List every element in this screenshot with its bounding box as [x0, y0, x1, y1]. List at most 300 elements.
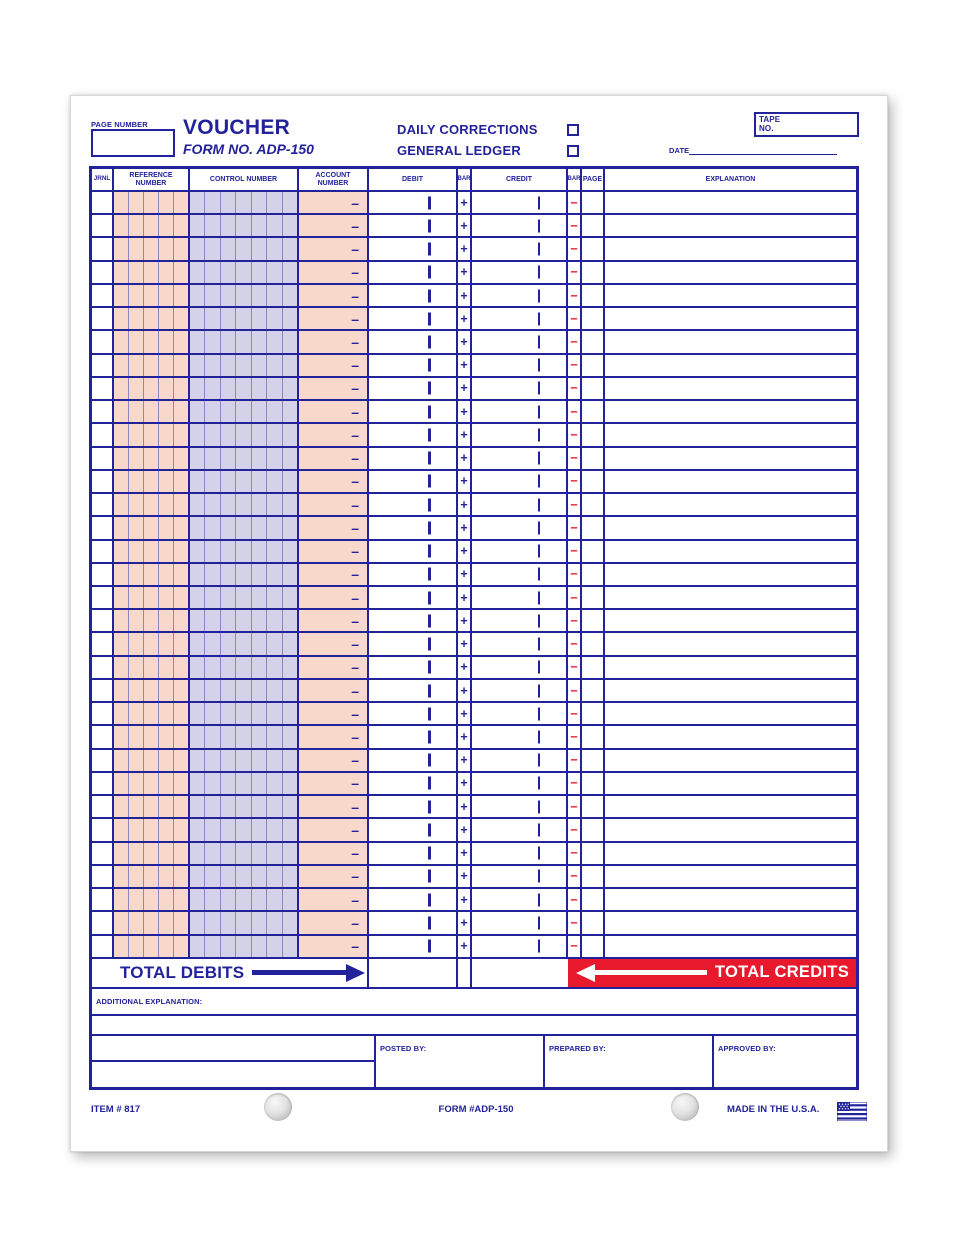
reference-digit-cell[interactable]	[114, 750, 129, 771]
control-digit-cell[interactable]	[221, 657, 236, 678]
debit-cell[interactable]	[369, 471, 458, 492]
control-digit-cell[interactable]	[205, 843, 220, 864]
reference-digit-cell[interactable]	[129, 308, 144, 329]
control-digit-cell[interactable]	[221, 285, 236, 306]
reference-digit-cell[interactable]	[114, 564, 129, 585]
signature-left-lower-cell[interactable]	[92, 1062, 374, 1087]
control-digit-cell[interactable]	[283, 680, 297, 701]
reference-digit-cell[interactable]	[144, 424, 159, 445]
reference-digit-cell[interactable]	[114, 703, 129, 724]
control-digit-cell[interactable]	[252, 401, 267, 422]
reference-digit-cell[interactable]	[144, 587, 159, 608]
debit-cell[interactable]	[369, 633, 458, 654]
reference-digit-cell[interactable]	[159, 726, 174, 747]
reference-digit-cell[interactable]	[144, 773, 159, 794]
explanation-cell[interactable]	[605, 657, 856, 678]
page-cell[interactable]	[582, 401, 605, 422]
account-number-cell[interactable]: –	[299, 610, 369, 631]
jrnl-cell[interactable]	[92, 471, 114, 492]
debit-cell[interactable]	[369, 587, 458, 608]
control-digit-cell[interactable]	[205, 378, 220, 399]
control-digit-cell[interactable]	[190, 215, 205, 236]
reference-digit-cell[interactable]	[174, 494, 188, 515]
control-digit-cell[interactable]	[267, 843, 282, 864]
credit-cell[interactable]	[472, 773, 568, 794]
control-digit-cell[interactable]	[236, 564, 251, 585]
control-digit-cell[interactable]	[267, 680, 282, 701]
reference-digit-cell[interactable]	[174, 424, 188, 445]
control-digit-cell[interactable]	[205, 610, 220, 631]
reference-digit-cell[interactable]	[144, 866, 159, 887]
control-digit-cell[interactable]	[205, 424, 220, 445]
reference-digit-cell[interactable]	[174, 285, 188, 306]
control-digit-cell[interactable]	[283, 378, 297, 399]
reference-digit-cell[interactable]	[144, 331, 159, 352]
control-digit-cell[interactable]	[236, 285, 251, 306]
control-digit-cell[interactable]	[267, 355, 282, 376]
control-digit-cell[interactable]	[267, 610, 282, 631]
reference-digit-cell[interactable]	[129, 726, 144, 747]
page-cell[interactable]	[582, 796, 605, 817]
control-digit-cell[interactable]	[252, 262, 267, 283]
account-number-cell[interactable]: –	[299, 331, 369, 352]
control-digit-cell[interactable]	[190, 912, 205, 933]
reference-digit-cell[interactable]	[174, 215, 188, 236]
credit-cell[interactable]	[472, 517, 568, 538]
account-number-cell[interactable]: –	[299, 889, 369, 910]
control-digit-cell[interactable]	[252, 750, 267, 771]
credit-cell[interactable]	[472, 796, 568, 817]
reference-digit-cell[interactable]	[114, 471, 129, 492]
control-digit-cell[interactable]	[267, 866, 282, 887]
credit-cell[interactable]	[472, 912, 568, 933]
control-digit-cell[interactable]	[221, 750, 236, 771]
reference-digit-cell[interactable]	[129, 866, 144, 887]
jrnl-cell[interactable]	[92, 424, 114, 445]
reference-digit-cell[interactable]	[159, 750, 174, 771]
credit-cell[interactable]	[472, 215, 568, 236]
control-digit-cell[interactable]	[267, 285, 282, 306]
daily-corrections-checkbox[interactable]	[567, 124, 579, 136]
control-digit-cell[interactable]	[190, 703, 205, 724]
debit-cell[interactable]	[369, 750, 458, 771]
reference-digit-cell[interactable]	[144, 680, 159, 701]
control-digit-cell[interactable]	[267, 215, 282, 236]
explanation-cell[interactable]	[605, 378, 856, 399]
reference-digit-cell[interactable]	[159, 633, 174, 654]
control-digit-cell[interactable]	[221, 819, 236, 840]
credit-cell[interactable]	[472, 262, 568, 283]
reference-digit-cell[interactable]	[129, 517, 144, 538]
reference-digit-cell[interactable]	[174, 471, 188, 492]
jrnl-cell[interactable]	[92, 657, 114, 678]
control-digit-cell[interactable]	[283, 262, 297, 283]
jrnl-cell[interactable]	[92, 564, 114, 585]
control-digit-cell[interactable]	[267, 448, 282, 469]
page-cell[interactable]	[582, 819, 605, 840]
debit-cell[interactable]	[369, 610, 458, 631]
reference-digit-cell[interactable]	[159, 843, 174, 864]
control-digit-cell[interactable]	[205, 889, 220, 910]
control-digit-cell[interactable]	[267, 633, 282, 654]
jrnl-cell[interactable]	[92, 889, 114, 910]
debit-cell[interactable]	[369, 703, 458, 724]
jrnl-cell[interactable]	[92, 866, 114, 887]
credit-cell[interactable]	[472, 192, 568, 213]
reference-digit-cell[interactable]	[144, 564, 159, 585]
additional-explanation-area[interactable]	[92, 989, 856, 1016]
control-digit-cell[interactable]	[236, 541, 251, 562]
account-number-cell[interactable]: –	[299, 471, 369, 492]
control-digit-cell[interactable]	[221, 401, 236, 422]
control-digit-cell[interactable]	[283, 889, 297, 910]
control-digit-cell[interactable]	[236, 936, 251, 957]
reference-digit-cell[interactable]	[174, 912, 188, 933]
control-digit-cell[interactable]	[205, 819, 220, 840]
credit-cell[interactable]	[472, 401, 568, 422]
control-digit-cell[interactable]	[205, 750, 220, 771]
control-digit-cell[interactable]	[221, 215, 236, 236]
control-digit-cell[interactable]	[221, 843, 236, 864]
debit-cell[interactable]	[369, 657, 458, 678]
reference-digit-cell[interactable]	[159, 680, 174, 701]
debit-cell[interactable]	[369, 541, 458, 562]
explanation-cell[interactable]	[605, 796, 856, 817]
reference-digit-cell[interactable]	[144, 471, 159, 492]
reference-digit-cell[interactable]	[174, 866, 188, 887]
control-digit-cell[interactable]	[267, 471, 282, 492]
control-digit-cell[interactable]	[283, 448, 297, 469]
control-digit-cell[interactable]	[283, 564, 297, 585]
reference-digit-cell[interactable]	[129, 285, 144, 306]
jrnl-cell[interactable]	[92, 796, 114, 817]
page-cell[interactable]	[582, 889, 605, 910]
credit-cell[interactable]	[472, 750, 568, 771]
reference-digit-cell[interactable]	[144, 192, 159, 213]
control-digit-cell[interactable]	[190, 331, 205, 352]
debit-cell[interactable]	[369, 262, 458, 283]
control-digit-cell[interactable]	[283, 726, 297, 747]
control-digit-cell[interactable]	[205, 192, 220, 213]
reference-digit-cell[interactable]	[144, 494, 159, 515]
page-cell[interactable]	[582, 912, 605, 933]
explanation-cell[interactable]	[605, 541, 856, 562]
page-cell[interactable]	[582, 494, 605, 515]
reference-digit-cell[interactable]	[159, 448, 174, 469]
debit-cell[interactable]	[369, 773, 458, 794]
control-digit-cell[interactable]	[267, 262, 282, 283]
control-digit-cell[interactable]	[190, 448, 205, 469]
control-digit-cell[interactable]	[267, 517, 282, 538]
prepared-by-box[interactable]	[545, 1036, 714, 1087]
reference-digit-cell[interactable]	[114, 424, 129, 445]
reference-digit-cell[interactable]	[159, 494, 174, 515]
control-digit-cell[interactable]	[190, 819, 205, 840]
control-digit-cell[interactable]	[190, 750, 205, 771]
reference-digit-cell[interactable]	[159, 424, 174, 445]
control-digit-cell[interactable]	[283, 541, 297, 562]
account-number-cell[interactable]: –	[299, 843, 369, 864]
control-digit-cell[interactable]	[267, 308, 282, 329]
control-digit-cell[interactable]	[190, 726, 205, 747]
debit-cell[interactable]	[369, 285, 458, 306]
reference-digit-cell[interactable]	[174, 541, 188, 562]
control-digit-cell[interactable]	[252, 378, 267, 399]
reference-digit-cell[interactable]	[174, 796, 188, 817]
control-digit-cell[interactable]	[252, 889, 267, 910]
reference-digit-cell[interactable]	[114, 262, 129, 283]
control-digit-cell[interactable]	[283, 610, 297, 631]
reference-digit-cell[interactable]	[159, 657, 174, 678]
control-digit-cell[interactable]	[205, 657, 220, 678]
jrnl-cell[interactable]	[92, 750, 114, 771]
control-digit-cell[interactable]	[221, 866, 236, 887]
jrnl-cell[interactable]	[92, 633, 114, 654]
account-number-cell[interactable]: –	[299, 912, 369, 933]
reference-digit-cell[interactable]	[144, 750, 159, 771]
reference-digit-cell[interactable]	[114, 308, 129, 329]
jrnl-cell[interactable]	[92, 819, 114, 840]
reference-digit-cell[interactable]	[129, 773, 144, 794]
control-digit-cell[interactable]	[283, 773, 297, 794]
control-digit-cell[interactable]	[236, 912, 251, 933]
control-digit-cell[interactable]	[252, 355, 267, 376]
control-digit-cell[interactable]	[205, 866, 220, 887]
reference-digit-cell[interactable]	[159, 517, 174, 538]
control-digit-cell[interactable]	[252, 866, 267, 887]
debit-cell[interactable]	[369, 378, 458, 399]
control-digit-cell[interactable]	[267, 564, 282, 585]
reference-digit-cell[interactable]	[129, 262, 144, 283]
control-digit-cell[interactable]	[205, 331, 220, 352]
jrnl-cell[interactable]	[92, 448, 114, 469]
total-debits-input-box[interactable]	[369, 959, 458, 987]
reference-digit-cell[interactable]	[114, 192, 129, 213]
control-digit-cell[interactable]	[236, 308, 251, 329]
reference-digit-cell[interactable]	[129, 401, 144, 422]
account-number-cell[interactable]: –	[299, 773, 369, 794]
credit-cell[interactable]	[472, 889, 568, 910]
debit-cell[interactable]	[369, 494, 458, 515]
control-digit-cell[interactable]	[190, 773, 205, 794]
account-number-cell[interactable]: –	[299, 750, 369, 771]
control-digit-cell[interactable]	[252, 471, 267, 492]
reference-digit-cell[interactable]	[174, 819, 188, 840]
reference-digit-cell[interactable]	[114, 238, 129, 259]
explanation-cell[interactable]	[605, 401, 856, 422]
page-cell[interactable]	[582, 517, 605, 538]
credit-cell[interactable]	[472, 378, 568, 399]
reference-digit-cell[interactable]	[174, 843, 188, 864]
jrnl-cell[interactable]	[92, 541, 114, 562]
reference-digit-cell[interactable]	[114, 355, 129, 376]
account-number-cell[interactable]: –	[299, 238, 369, 259]
page-cell[interactable]	[582, 308, 605, 329]
reference-digit-cell[interactable]	[114, 843, 129, 864]
page-cell[interactable]	[582, 866, 605, 887]
explanation-cell[interactable]	[605, 517, 856, 538]
control-digit-cell[interactable]	[236, 587, 251, 608]
account-number-cell[interactable]: –	[299, 517, 369, 538]
reference-digit-cell[interactable]	[114, 889, 129, 910]
reference-digit-cell[interactable]	[159, 471, 174, 492]
account-number-cell[interactable]: –	[299, 215, 369, 236]
account-number-cell[interactable]: –	[299, 936, 369, 957]
reference-digit-cell[interactable]	[129, 331, 144, 352]
reference-digit-cell[interactable]	[159, 331, 174, 352]
control-digit-cell[interactable]	[221, 494, 236, 515]
credit-cell[interactable]	[472, 541, 568, 562]
explanation-cell[interactable]	[605, 726, 856, 747]
account-number-cell[interactable]: –	[299, 587, 369, 608]
account-number-cell[interactable]: –	[299, 308, 369, 329]
control-digit-cell[interactable]	[252, 587, 267, 608]
jrnl-cell[interactable]	[92, 726, 114, 747]
control-digit-cell[interactable]	[205, 796, 220, 817]
control-digit-cell[interactable]	[205, 238, 220, 259]
explanation-cell[interactable]	[605, 564, 856, 585]
control-digit-cell[interactable]	[283, 238, 297, 259]
debit-cell[interactable]	[369, 238, 458, 259]
reference-digit-cell[interactable]	[174, 331, 188, 352]
jrnl-cell[interactable]	[92, 773, 114, 794]
credit-cell[interactable]	[472, 680, 568, 701]
account-number-cell[interactable]: –	[299, 657, 369, 678]
reference-digit-cell[interactable]	[159, 889, 174, 910]
reference-digit-cell[interactable]	[174, 680, 188, 701]
debit-cell[interactable]	[369, 819, 458, 840]
control-digit-cell[interactable]	[236, 355, 251, 376]
control-digit-cell[interactable]	[283, 401, 297, 422]
control-digit-cell[interactable]	[205, 355, 220, 376]
control-digit-cell[interactable]	[283, 215, 297, 236]
reference-digit-cell[interactable]	[159, 262, 174, 283]
control-digit-cell[interactable]	[236, 494, 251, 515]
page-cell[interactable]	[582, 285, 605, 306]
reference-digit-cell[interactable]	[129, 657, 144, 678]
control-digit-cell[interactable]	[190, 564, 205, 585]
reference-digit-cell[interactable]	[159, 238, 174, 259]
control-digit-cell[interactable]	[267, 378, 282, 399]
control-digit-cell[interactable]	[205, 680, 220, 701]
control-digit-cell[interactable]	[236, 866, 251, 887]
control-digit-cell[interactable]	[236, 424, 251, 445]
reference-digit-cell[interactable]	[129, 750, 144, 771]
total-credits-input-box[interactable]	[472, 959, 568, 987]
reference-digit-cell[interactable]	[114, 541, 129, 562]
control-digit-cell[interactable]	[267, 331, 282, 352]
debit-cell[interactable]	[369, 866, 458, 887]
control-digit-cell[interactable]	[252, 564, 267, 585]
control-digit-cell[interactable]	[252, 703, 267, 724]
reference-digit-cell[interactable]	[159, 703, 174, 724]
control-digit-cell[interactable]	[283, 750, 297, 771]
reference-digit-cell[interactable]	[114, 448, 129, 469]
reference-digit-cell[interactable]	[129, 564, 144, 585]
debit-cell[interactable]	[369, 912, 458, 933]
control-digit-cell[interactable]	[205, 633, 220, 654]
credit-cell[interactable]	[472, 726, 568, 747]
account-number-cell[interactable]: –	[299, 401, 369, 422]
reference-digit-cell[interactable]	[114, 378, 129, 399]
control-digit-cell[interactable]	[190, 587, 205, 608]
control-digit-cell[interactable]	[283, 331, 297, 352]
explanation-cell[interactable]	[605, 703, 856, 724]
jrnl-cell[interactable]	[92, 703, 114, 724]
control-digit-cell[interactable]	[236, 657, 251, 678]
jrnl-cell[interactable]	[92, 494, 114, 515]
debit-cell[interactable]	[369, 796, 458, 817]
reference-digit-cell[interactable]	[174, 192, 188, 213]
page-cell[interactable]	[582, 587, 605, 608]
control-digit-cell[interactable]	[283, 494, 297, 515]
additional-explanation-line-2[interactable]	[92, 1016, 856, 1036]
account-number-cell[interactable]: –	[299, 541, 369, 562]
control-digit-cell[interactable]	[205, 285, 220, 306]
debit-cell[interactable]	[369, 448, 458, 469]
control-digit-cell[interactable]	[252, 936, 267, 957]
date-input-line[interactable]	[689, 146, 837, 155]
debit-cell[interactable]	[369, 936, 458, 957]
reference-digit-cell[interactable]	[144, 610, 159, 631]
control-digit-cell[interactable]	[267, 587, 282, 608]
account-number-cell[interactable]: –	[299, 819, 369, 840]
control-digit-cell[interactable]	[267, 238, 282, 259]
control-digit-cell[interactable]	[236, 843, 251, 864]
credit-cell[interactable]	[472, 936, 568, 957]
control-digit-cell[interactable]	[205, 936, 220, 957]
account-number-cell[interactable]: –	[299, 726, 369, 747]
control-digit-cell[interactable]	[205, 773, 220, 794]
reference-digit-cell[interactable]	[129, 936, 144, 957]
control-digit-cell[interactable]	[267, 889, 282, 910]
control-digit-cell[interactable]	[267, 819, 282, 840]
control-digit-cell[interactable]	[283, 657, 297, 678]
control-digit-cell[interactable]	[205, 262, 220, 283]
control-digit-cell[interactable]	[236, 750, 251, 771]
account-number-cell[interactable]: –	[299, 378, 369, 399]
reference-digit-cell[interactable]	[174, 262, 188, 283]
reference-digit-cell[interactable]	[114, 331, 129, 352]
page-cell[interactable]	[582, 610, 605, 631]
reference-digit-cell[interactable]	[174, 610, 188, 631]
credit-cell[interactable]	[472, 471, 568, 492]
reference-digit-cell[interactable]	[114, 680, 129, 701]
control-digit-cell[interactable]	[221, 726, 236, 747]
page-cell[interactable]	[582, 541, 605, 562]
control-digit-cell[interactable]	[221, 680, 236, 701]
control-digit-cell[interactable]	[267, 773, 282, 794]
reference-digit-cell[interactable]	[129, 355, 144, 376]
reference-digit-cell[interactable]	[174, 889, 188, 910]
reference-digit-cell[interactable]	[159, 215, 174, 236]
credit-cell[interactable]	[472, 355, 568, 376]
control-digit-cell[interactable]	[283, 517, 297, 538]
control-digit-cell[interactable]	[190, 355, 205, 376]
reference-digit-cell[interactable]	[144, 912, 159, 933]
control-digit-cell[interactable]	[252, 726, 267, 747]
reference-digit-cell[interactable]	[144, 262, 159, 283]
control-digit-cell[interactable]	[283, 308, 297, 329]
reference-digit-cell[interactable]	[129, 843, 144, 864]
reference-digit-cell[interactable]	[144, 796, 159, 817]
reference-digit-cell[interactable]	[114, 401, 129, 422]
control-digit-cell[interactable]	[190, 401, 205, 422]
debit-cell[interactable]	[369, 215, 458, 236]
reference-digit-cell[interactable]	[174, 564, 188, 585]
control-digit-cell[interactable]	[267, 494, 282, 515]
explanation-cell[interactable]	[605, 331, 856, 352]
